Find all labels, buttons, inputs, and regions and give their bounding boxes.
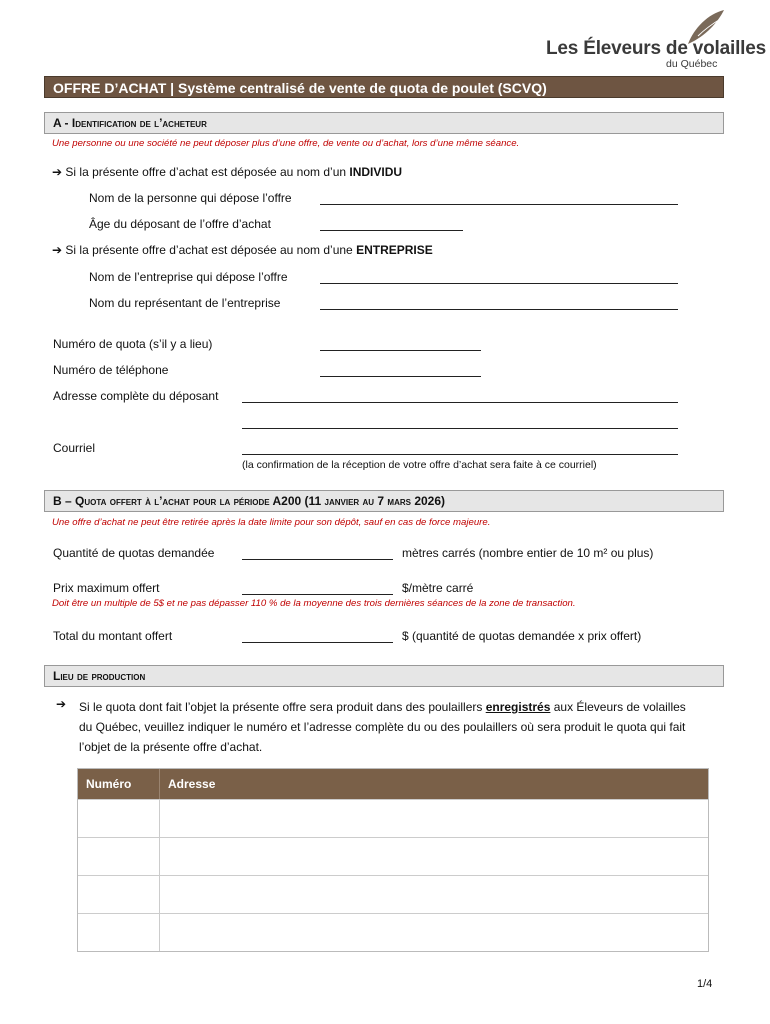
adresse-label: Adresse complète du déposant — [53, 389, 219, 403]
arrow-right-icon: ➔ — [52, 165, 63, 179]
total-field[interactable] — [242, 642, 393, 643]
nom-personne-label: Nom de la personne qui dépose l’offre — [89, 191, 292, 205]
table-row[interactable] — [78, 837, 708, 875]
prix-note: Doit être un multiple de 5$ et ne pas dépasser 110 % de la moyenne des trois dernières séances de la zone de transaction. — [52, 598, 576, 609]
table-row[interactable] — [78, 913, 708, 951]
entreprise-intro: ➔ Si la présente offre d’achat est déposée au nom d’une ENTREPRISE — [52, 243, 433, 257]
arrow-right-icon: ➔ — [56, 697, 67, 711]
poulaillers-table — [77, 768, 709, 952]
arrow-right-icon: ➔ — [52, 243, 63, 257]
nom-entreprise-field[interactable] — [320, 283, 678, 284]
prix-unit: $/mètre carré — [402, 581, 474, 595]
courriel-field[interactable] — [242, 454, 678, 455]
logo-subtext: du Québec — [666, 58, 718, 70]
prix-field[interactable] — [242, 594, 393, 595]
logo-text: Les Éleveurs de volailles — [546, 38, 766, 59]
adresse-field-2[interactable] — [242, 428, 678, 429]
table-header — [78, 769, 708, 799]
table-row[interactable] — [78, 799, 708, 837]
numero-cell[interactable] — [78, 914, 160, 951]
telephone-field[interactable] — [320, 376, 481, 377]
lieu-text: Si le quota dont fait l’objet la présente offre sera produit dans des poulaillers enregistrés aux Éleveurs de volailles du Québec, veuillez indiquer le numéro et l’adresse complète du ou des poulaillers où sera produit le quota qui fait l’objet de la présente offre d’achat. — [79, 700, 686, 754]
adresse-field-1[interactable] — [242, 402, 678, 403]
numero-cell[interactable] — [78, 876, 160, 913]
page-number: 1/4 — [697, 978, 713, 990]
numero-cell[interactable] — [78, 838, 160, 875]
col-numero-header: Numéro — [78, 769, 160, 799]
individu-intro: ➔ Si la présente offre d’achat est déposée au nom d’un INDIVIDU — [52, 165, 403, 179]
nom-personne-field[interactable] — [320, 204, 678, 205]
section-a-heading: A - Identification de l’acheteur — [44, 112, 724, 134]
courriel-note: (la confirmation de la réception de votre offre d’achat sera faite à ce courriel) — [242, 459, 597, 471]
numero-quota-field[interactable] — [320, 350, 481, 351]
quantite-unit: mètres carrés (nombre entier de 10 m² ou plus) — [402, 546, 654, 560]
lieu-heading: Lieu de production — [44, 665, 724, 687]
nom-representant-label: Nom du représentant de l’entreprise — [89, 296, 281, 310]
numero-cell[interactable] — [78, 800, 160, 837]
total-label: Total du montant offert — [53, 629, 173, 643]
prix-label: Prix maximum offert — [53, 581, 160, 595]
col-adresse-header: Adresse — [168, 777, 216, 791]
courriel-label: Courriel — [53, 441, 96, 455]
quantite-label: Quantité de quotas demandée — [53, 546, 215, 560]
table-row[interactable] — [78, 875, 708, 913]
page-title: OFFRE D’ACHAT | Système centralisé de vente de quota de poulet (SCVQ) — [44, 76, 724, 98]
quantite-field[interactable] — [242, 559, 393, 560]
age-label: Âge du déposant de l’offre d’achat — [89, 217, 271, 231]
numero-quota-label: Numéro de quota (s’il y a lieu) — [53, 337, 213, 351]
telephone-label: Numéro de téléphone — [53, 363, 169, 377]
section-a-note: Une personne ou une société ne peut déposer plus d’une offre, de vente ou d’achat, lors d’une même séance. — [52, 138, 520, 149]
nom-representant-field[interactable] — [320, 309, 678, 310]
section-b-heading: B – Quota offert à l’achat pour la période A200 (11 janvier au 7 mars 2026) — [44, 490, 724, 512]
section-b-note: Une offre d’achat ne peut être retirée après la date limite pour son dépôt, sauf en cas de force majeure. — [52, 517, 491, 528]
age-field[interactable] — [320, 230, 463, 231]
total-unit: $ (quantité de quotas demandée x prix offert) — [402, 629, 642, 643]
nom-entreprise-label: Nom de l’entreprise qui dépose l’offre — [89, 270, 288, 284]
